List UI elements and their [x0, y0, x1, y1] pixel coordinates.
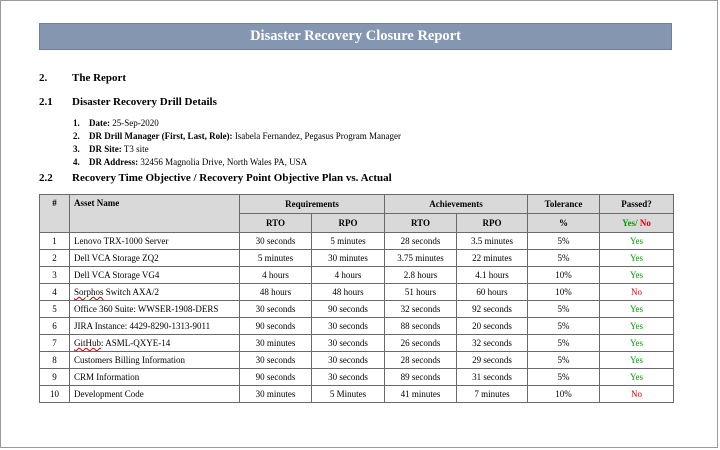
table-row — [40, 318, 674, 335]
cell-tolerance: 5% — [528, 250, 600, 267]
cell-achieved-rpo: 32 seconds — [457, 335, 528, 352]
cell-passed: Yes — [600, 352, 674, 369]
no-legend: No — [637, 218, 651, 228]
cell-asset-name: Development Code — [70, 386, 240, 403]
cell-achieved-rto: 41 minutes — [385, 386, 457, 403]
table-row — [40, 386, 674, 403]
cell-achieved-rto: 28 seconds — [385, 352, 457, 369]
cell-number: 6 — [40, 318, 70, 335]
cell-number: 10 — [40, 386, 70, 403]
cell-passed: Yes — [600, 369, 674, 386]
cell-tolerance: 10% — [528, 386, 600, 403]
cell-achieved-rto: 3.75 minutes — [385, 250, 457, 267]
column-header-req-rto: RTO — [240, 214, 312, 233]
cell-required-rto: 90 seconds — [240, 369, 312, 386]
cell-achieved-rpo: 7 minutes — [457, 386, 528, 403]
cell-achieved-rto: 28 seconds — [385, 233, 457, 250]
cell-tolerance: 5% — [528, 233, 600, 250]
section-title: The Report — [72, 72, 127, 84]
report-title-banner: Disaster Recovery Closure Report — [39, 23, 672, 50]
column-header-ach-rpo: RPO — [457, 214, 528, 233]
cell-passed: Yes — [600, 335, 674, 352]
cell-number: 9 — [40, 369, 70, 386]
column-header-tolerance: Tolerance — [528, 195, 600, 214]
cell-required-rpo: 5 minutes — [312, 233, 385, 250]
cell-passed: Yes — [600, 301, 674, 318]
cell-asset-name: JIRA Instance: 4429-8290-1313-9011 — [70, 318, 240, 335]
cell-passed: Yes — [600, 318, 674, 335]
cell-required-rto: 30 seconds — [240, 301, 312, 318]
cell-passed: Yes — [600, 233, 674, 250]
cell-required-rpo: 30 minutes — [312, 250, 385, 267]
table-body — [40, 233, 674, 403]
column-header-req-rpo: RPO — [312, 214, 385, 233]
cell-achieved-rto: 26 seconds — [385, 335, 457, 352]
detail-key: DR Site: — [89, 144, 122, 154]
cell-passed: No — [600, 386, 674, 403]
column-header-percent: % — [528, 214, 600, 233]
cell-required-rpo: 48 hours — [312, 284, 385, 301]
cell-required-rto: 90 seconds — [240, 318, 312, 335]
cell-required-rto: 48 hours — [240, 284, 312, 301]
drill-details-list — [73, 117, 401, 169]
list-item: 1. Date: 25-Sep-2020 — [73, 118, 159, 128]
column-header-yes-no — [600, 214, 674, 233]
detail-value: T3 site — [121, 144, 149, 154]
cell-required-rto: 30 minutes — [240, 335, 312, 352]
cell-achieved-rto: 88 seconds — [385, 318, 457, 335]
cell-tolerance: 5% — [528, 335, 600, 352]
detail-key: DR Address: — [89, 157, 139, 167]
section-number: 2.2 — [39, 172, 53, 184]
table-row — [40, 233, 674, 250]
cell-achieved-rpo: 20 seconds — [457, 318, 528, 335]
cell-required-rpo: 30 seconds — [312, 352, 385, 369]
cell-asset-name: Dell VCA Storage VG4 — [70, 267, 240, 284]
cell-achieved-rpo: 92 seconds — [457, 301, 528, 318]
cell-required-rpo: 4 hours — [312, 267, 385, 284]
cell-passed: Yes — [600, 250, 674, 267]
column-header-asset-name: Asset Name — [70, 195, 240, 233]
detail-value: 32456 Magnolia Drive, North Wales PA, USA — [138, 157, 308, 167]
cell-number: 8 — [40, 352, 70, 369]
detail-key: Date: — [89, 118, 110, 128]
cell-required-rto: 30 minutes — [240, 386, 312, 403]
detail-value: Isabela Fernandez, Pegasus Program Manager — [232, 131, 402, 141]
cell-asset-name: Dell VCA Storage ZQ2 — [70, 250, 240, 267]
cell-passed: Yes — [600, 267, 674, 284]
cell-achieved-rto: 32 seconds — [385, 301, 457, 318]
cell-number: 1 — [40, 233, 70, 250]
cell-achieved-rpo: 4.1 hours — [457, 267, 528, 284]
cell-tolerance: 10% — [528, 267, 600, 284]
cell-required-rto: 30 seconds — [240, 233, 312, 250]
list-item: 4. DR Address: 32456 Magnolia Drive, North Wales PA, USA — [73, 157, 308, 167]
section-number: 2.1 — [39, 96, 53, 108]
table-row — [40, 301, 674, 318]
yes-legend: Yes/ — [622, 218, 638, 228]
cell-number: 4 — [40, 284, 70, 301]
column-header-requirements: Requirements — [240, 195, 385, 214]
list-item: 2. DR Drill Manager (First, Last, Role): Isabela Fernandez, Pegasus Program Manager — [73, 131, 402, 141]
list-item: 3. DR Site: T3 site — [73, 144, 149, 154]
cell-number: 3 — [40, 267, 70, 284]
table-row — [40, 284, 674, 301]
cell-tolerance: 5% — [528, 352, 600, 369]
cell-achieved-rpo: 29 seconds — [457, 352, 528, 369]
cell-achieved-rto: 89 seconds — [385, 369, 457, 386]
table-row — [40, 335, 674, 352]
cell-asset-name: CRM Information — [70, 369, 240, 386]
detail-key: DR Drill Manager (First, Last, Role): — [89, 131, 233, 141]
cell-required-rto: 30 seconds — [240, 352, 312, 369]
section-title: Disaster Recovery Drill Details — [72, 96, 217, 108]
cell-number: 7 — [40, 335, 70, 352]
cell-achieved-rpo: 60 hours — [457, 284, 528, 301]
column-header-passed: Passed? — [600, 195, 674, 214]
cell-asset-name: Sorphos Switch AXA/2 — [70, 284, 240, 301]
cell-passed: No — [600, 284, 674, 301]
cell-achieved-rto: 2.8 hours — [385, 267, 457, 284]
cell-required-rto: 4 hours — [240, 267, 312, 284]
section-title: Recovery Time Objective / Recovery Point Objective Plan vs. Actual — [72, 172, 392, 184]
table-row — [40, 352, 674, 369]
table-row — [40, 267, 674, 284]
cell-asset-name: Lenovo TRX-1000 Server — [70, 233, 240, 250]
table-row — [40, 250, 674, 267]
table-header-row — [40, 195, 674, 214]
cell-asset-name: Customers Billing Information — [70, 352, 240, 369]
column-header-ach-rto: RTO — [385, 214, 457, 233]
cell-tolerance: 5% — [528, 301, 600, 318]
cell-tolerance: 5% — [528, 318, 600, 335]
cell-achieved-rto: 51 hours — [385, 284, 457, 301]
cell-number: 5 — [40, 301, 70, 318]
table-row — [40, 369, 674, 386]
column-header-number: # — [40, 195, 70, 233]
cell-required-rpo: 30 seconds — [312, 369, 385, 386]
cell-number: 2 — [40, 250, 70, 267]
cell-required-rpo: 90 seconds — [312, 301, 385, 318]
section-number: 2. — [39, 72, 48, 84]
cell-tolerance: 5% — [528, 369, 600, 386]
cell-asset-name: Office 360 Suite: WWSER-1908-DERS — [70, 301, 240, 318]
cell-achieved-rpo: 3.5 minutes — [457, 233, 528, 250]
cell-achieved-rpo: 22 minutes — [457, 250, 528, 267]
cell-required-rpo: 30 seconds — [312, 318, 385, 335]
cell-achieved-rpo: 31 seconds — [457, 369, 528, 386]
column-header-achievements: Achievements — [385, 195, 528, 214]
cell-required-rto: 5 minutes — [240, 250, 312, 267]
cell-asset-name: GitHub: ASML-QXYE-14 — [70, 335, 240, 352]
rto-rpo-table — [39, 194, 674, 403]
cell-required-rpo: 5 Minutes — [312, 386, 385, 403]
cell-tolerance: 10% — [528, 284, 600, 301]
cell-required-rpo: 30 seconds — [312, 335, 385, 352]
detail-value: 25-Sep-2020 — [110, 118, 159, 128]
